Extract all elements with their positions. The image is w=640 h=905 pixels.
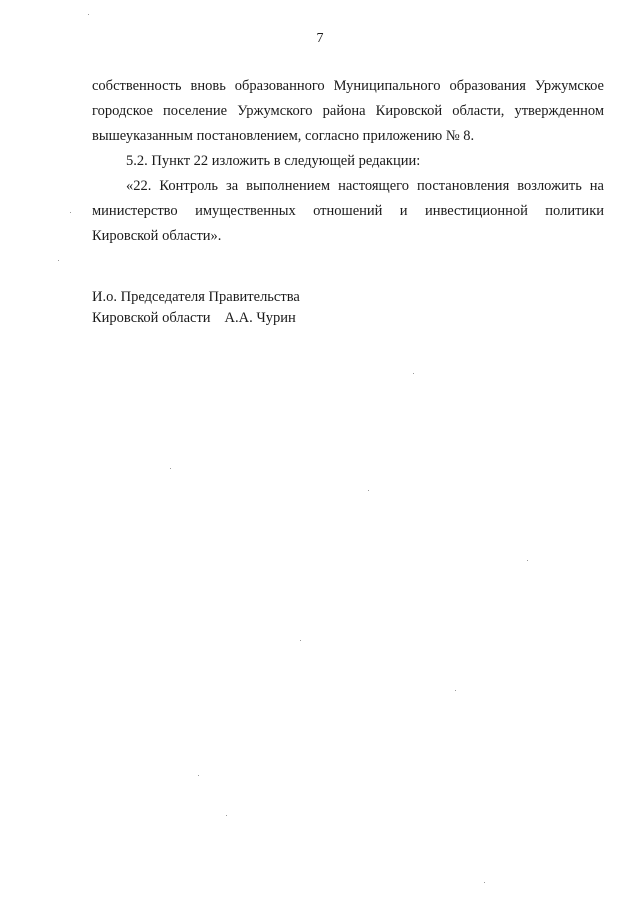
- scan-speck: [455, 690, 456, 691]
- scan-speck: [300, 640, 301, 641]
- scan-speck: [198, 775, 199, 776]
- text-line: вышеуказанным постановлением, согласно приложению № 8.: [92, 128, 475, 144]
- scan-speck: [226, 815, 227, 816]
- text-line: городское поселение Уржумского района Кировской области, утвержденном: [92, 103, 604, 119]
- scan-speck: [527, 560, 528, 561]
- signatory-title: И.о. Председателя Правительства: [92, 289, 300, 305]
- signatory-region: Кировской области: [92, 310, 211, 326]
- scan-speck: [70, 212, 71, 213]
- text-line: министерство имущественных отношений и инвестиционной политики: [92, 203, 604, 219]
- scan-speck: [170, 468, 171, 469]
- scan-speck: [368, 490, 369, 491]
- scan-speck: [88, 14, 89, 15]
- text-line: собственность вновь образованного Муниципального образования Уржумское: [92, 78, 604, 94]
- paragraph-continuation: [92, 74, 604, 149]
- document-body: [92, 74, 604, 249]
- signatory-name: А.А. Чурин: [224, 310, 296, 326]
- scan-speck: [413, 373, 414, 374]
- scan-speck: [484, 882, 485, 883]
- text-line: 5.2. Пункт 22 изложить в следующей редакции:: [126, 153, 421, 169]
- text-line: «22. Контроль за выполнением настоящего постановления возложить на: [126, 178, 604, 194]
- scan-speck: [58, 260, 59, 261]
- signatory-region-line: [92, 308, 300, 329]
- text-line: Кировской области».: [92, 228, 222, 244]
- paragraph-clause-22: [92, 174, 604, 249]
- page-number: 7: [316, 31, 324, 46]
- paragraph-clause-5-2: [92, 149, 604, 174]
- signature-block: [92, 287, 300, 329]
